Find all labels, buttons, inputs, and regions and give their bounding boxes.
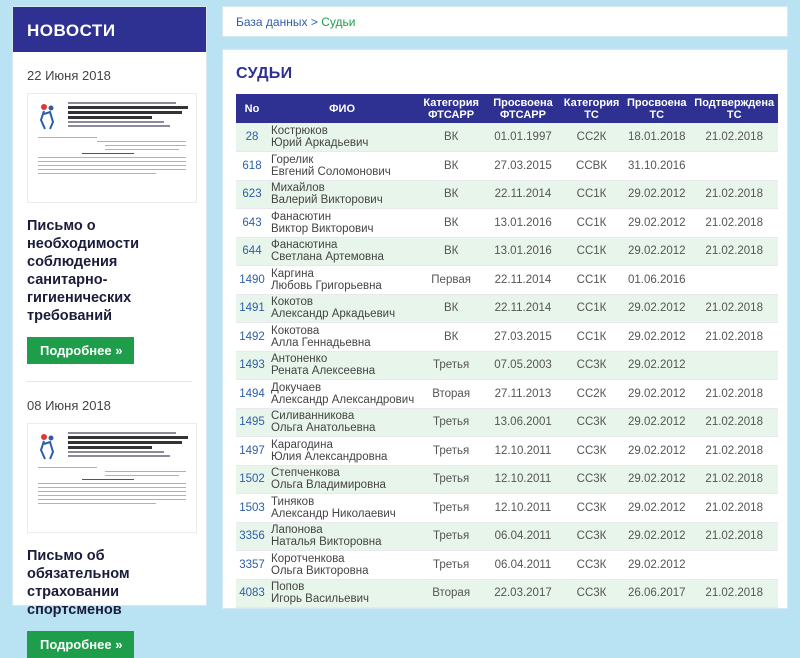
news-date: 08 Июня 2018 — [27, 398, 111, 413]
table-row — [236, 123, 778, 152]
category-ftsarr: Вторая — [416, 579, 486, 608]
category-ts: СС2К — [560, 380, 623, 409]
confirmed-ts: 21.02.2018 — [690, 237, 778, 266]
assigned-ts: 29.02.2012 — [623, 209, 690, 238]
judge-name[interactable] — [268, 180, 416, 209]
judge-first-name: Александр Аркадьевич — [271, 308, 396, 321]
judge-first-name: Алла Геннадьевна — [271, 336, 371, 349]
table-row — [236, 551, 778, 580]
header-assigned-ftsarr: Просвоена ФТСАРР — [486, 94, 560, 123]
confirmed-ts: 21.02.2018 — [690, 323, 778, 352]
table-row — [236, 579, 778, 608]
sidebar-title: НОВОСТИ — [13, 7, 206, 52]
assigned-ts: 29.02.2012 — [623, 351, 690, 380]
judge-last-name: Кострюков — [271, 125, 328, 137]
table-row — [236, 237, 778, 266]
assigned-ftsarr: 13.01.2016 — [486, 237, 560, 266]
judge-first-name: Светлана Артемовна — [271, 251, 384, 264]
assigned-ftsarr: 12.10.2011 — [486, 465, 560, 494]
category-ftsarr: ВК — [416, 323, 486, 352]
assigned-ts: 26.06.2017 — [623, 579, 690, 608]
judge-first-name: Александр Николаевич — [271, 507, 396, 520]
judge-id-link[interactable]: 3356 — [236, 522, 268, 551]
table-row — [236, 209, 778, 238]
judge-last-name: Михайлов — [271, 182, 325, 195]
confirmed-ts: 21.02.2018 — [690, 380, 778, 409]
header-assigned-ts: Просвоена ТС — [623, 94, 690, 123]
table-row — [236, 494, 778, 523]
assigned-ts: 18.01.2018 — [623, 123, 690, 152]
judge-last-name: Кокотова — [271, 324, 320, 337]
judge-first-name: Ольга Анатольевна — [271, 422, 376, 435]
judge-first-name: Валерий Викторович — [271, 194, 383, 207]
judge-last-name: Тиняков — [271, 495, 315, 508]
judge-name[interactable] — [268, 323, 416, 352]
category-ftsarr: ВК — [416, 123, 486, 152]
assigned-ftsarr: 07.05.2003 — [486, 351, 560, 380]
category-ts: СС3К — [560, 494, 623, 523]
confirmed-ts: 21.02.2018 — [690, 123, 778, 152]
category-ts: СС1К — [560, 323, 623, 352]
judge-last-name: Силиванникова — [271, 410, 355, 423]
news-date: 22 Июня 2018 — [27, 68, 111, 83]
table-row — [236, 380, 778, 409]
judge-last-name: Кокотов — [271, 296, 314, 309]
divider — [27, 381, 192, 382]
assigned-ftsarr: 13.06.2001 — [486, 408, 560, 437]
assigned-ts: 29.02.2012 — [623, 323, 690, 352]
confirmed-ts: 21.02.2018 — [690, 437, 778, 466]
breadcrumb-link-database[interactable]: База данных — [236, 15, 308, 29]
table-row — [236, 437, 778, 466]
judge-id-link[interactable]: 1490 — [236, 266, 268, 295]
news-thumbnail[interactable] — [27, 423, 197, 533]
judge-name[interactable] — [268, 437, 416, 466]
assigned-ftsarr: 27.03.2015 — [486, 323, 560, 352]
table-row — [236, 522, 778, 551]
category-ts: СС3К — [560, 579, 623, 608]
table-row — [236, 351, 778, 380]
category-ftsarr: Третья — [416, 408, 486, 437]
assigned-ftsarr: 06.04.2011 — [486, 551, 560, 580]
judge-name[interactable] — [268, 152, 416, 181]
assigned-ftsarr: 12.10.2011 — [486, 437, 560, 466]
judge-name[interactable] — [268, 494, 416, 523]
judge-id-link[interactable]: 1497 — [236, 437, 268, 466]
judge-name[interactable] — [268, 408, 416, 437]
category-ftsarr: Третья — [416, 465, 486, 494]
judge-id-link[interactable]: 4083 — [236, 579, 268, 608]
judge-first-name: Игорь Васильевич — [271, 593, 370, 606]
header-no: No — [236, 94, 268, 123]
main-panel — [222, 49, 788, 609]
judge-last-name: Докучаев — [271, 381, 322, 394]
confirmed-ts — [690, 266, 778, 295]
assigned-ts: 29.02.2012 — [623, 465, 690, 494]
category-ftsarr: ВК — [416, 294, 486, 323]
assigned-ts: 01.06.2016 — [623, 266, 690, 295]
judge-name[interactable] — [268, 266, 416, 295]
assigned-ts: 29.02.2012 — [623, 294, 690, 323]
category-ftsarr: Третья — [416, 522, 486, 551]
judge-id-link[interactable]: 1492 — [236, 323, 268, 352]
category-ftsarr: Третья — [416, 494, 486, 523]
confirmed-ts: 21.02.2018 — [690, 294, 778, 323]
assigned-ts: 29.02.2012 — [623, 180, 690, 209]
judge-last-name: Антоненко — [271, 353, 328, 366]
page-title: СУДЬИ — [236, 65, 293, 82]
category-ftsarr: ВК — [416, 237, 486, 266]
table-row — [236, 465, 778, 494]
confirmed-ts — [690, 152, 778, 181]
judge-name[interactable] — [268, 237, 416, 266]
breadcrumb — [222, 6, 788, 37]
judge-name[interactable] — [268, 465, 416, 494]
confirmed-ts: 21.02.2018 — [690, 465, 778, 494]
news-item — [13, 398, 206, 658]
table-row — [236, 323, 778, 352]
header-cat-ts: Категория ТС — [560, 94, 623, 123]
category-ts: ССВК — [560, 152, 623, 181]
assigned-ftsarr: 13.01.2016 — [486, 209, 560, 238]
category-ts: СС3К — [560, 551, 623, 580]
judge-first-name: Ольга Викторовна — [271, 564, 369, 577]
table-row — [236, 180, 778, 209]
confirmed-ts: 21.02.2018 — [690, 180, 778, 209]
assigned-ts: 29.02.2012 — [623, 522, 690, 551]
header-confirmed-ts: Подтверждена ТС — [690, 94, 778, 123]
category-ftsarr: ВК — [416, 180, 486, 209]
judge-name[interactable] — [268, 380, 416, 409]
judges-table — [236, 94, 778, 608]
judge-name[interactable] — [268, 351, 416, 380]
news-sidebar — [12, 6, 207, 652]
assigned-ftsarr: 22.03.2017 — [486, 579, 560, 608]
assigned-ts: 29.02.2012 — [623, 551, 690, 580]
table-row — [236, 408, 778, 437]
assigned-ftsarr: 27.11.2013 — [486, 380, 560, 409]
breadcrumb-separator: > — [310, 15, 318, 29]
judge-id-link[interactable]: 1503 — [236, 494, 268, 523]
judge-id-link[interactable]: 618 — [236, 152, 268, 181]
judge-first-name: Юрий Аркадьевич — [271, 137, 369, 149]
judge-name[interactable] — [268, 522, 416, 551]
category-ts: СС3К — [560, 408, 623, 437]
category-ts: СС1К — [560, 237, 623, 266]
category-ts: СС1К — [560, 266, 623, 295]
judge-id-link[interactable]: 3357 — [236, 551, 268, 580]
assigned-ftsarr: 12.10.2011 — [486, 494, 560, 523]
judge-first-name: Виктор Викторович — [271, 222, 374, 235]
judge-name[interactable] — [268, 551, 416, 580]
category-ts: СС1К — [560, 180, 623, 209]
table-header-row — [236, 94, 778, 123]
category-ts: СС3К — [560, 522, 623, 551]
judge-first-name: Ольга Владимировна — [271, 479, 386, 492]
judge-first-name: Александр Александрович — [271, 393, 415, 406]
assigned-ftsarr: 22.11.2014 — [486, 294, 560, 323]
category-ftsarr: Третья — [416, 351, 486, 380]
confirmed-ts: 21.02.2018 — [690, 209, 778, 238]
category-ts: СС1К — [560, 209, 623, 238]
judge-last-name: Фанасютина — [271, 239, 338, 252]
more-button[interactable]: Подробнее » — [27, 337, 134, 364]
judge-id-link[interactable]: 643 — [236, 209, 268, 238]
judge-id-link[interactable]: 1493 — [236, 351, 268, 380]
confirmed-ts — [690, 551, 778, 580]
judge-name[interactable] — [268, 579, 416, 608]
logo-icon — [36, 432, 58, 460]
category-ftsarr: Третья — [416, 437, 486, 466]
confirmed-ts — [690, 351, 778, 380]
confirmed-ts: 21.02.2018 — [690, 522, 778, 551]
assigned-ts: 29.02.2012 — [623, 380, 690, 409]
judge-first-name: Любовь Григорьевна — [271, 279, 382, 292]
table-row — [236, 266, 778, 295]
category-ftsarr: ВК — [416, 209, 486, 238]
confirmed-ts: 21.02.2018 — [690, 579, 778, 608]
assigned-ts: 29.02.2012 — [623, 437, 690, 466]
news-item — [13, 68, 206, 364]
confirmed-ts: 21.02.2018 — [690, 408, 778, 437]
category-ts: СС3К — [560, 437, 623, 466]
judge-last-name: Лапонова — [271, 524, 323, 537]
judge-last-name: Степченкова — [271, 467, 340, 480]
judge-id-link[interactable]: 623 — [236, 180, 268, 209]
judge-id-link[interactable]: 1495 — [236, 408, 268, 437]
news-title[interactable]: Письмо о необходимости соблюдения санитарно-гигиенических требований — [27, 218, 140, 324]
header-cat-ftsarr: Категория ФТСАРР — [416, 94, 486, 123]
judge-first-name: Наталья Викторовна — [271, 536, 382, 549]
judge-name[interactable] — [268, 209, 416, 238]
judge-last-name: Коротченкова — [271, 552, 345, 565]
logo-icon — [36, 102, 58, 130]
judge-name[interactable] — [268, 123, 416, 152]
table-row — [236, 294, 778, 323]
category-ftsarr: ВК — [416, 152, 486, 181]
assigned-ftsarr: 01.01.1997 — [486, 123, 560, 152]
category-ts: СС3К — [560, 465, 623, 494]
confirmed-ts: 21.02.2018 — [690, 494, 778, 523]
assigned-ts: 29.02.2012 — [623, 237, 690, 266]
header-fio: ФИО — [268, 94, 416, 123]
assigned-ts: 29.02.2012 — [623, 408, 690, 437]
judge-last-name: Каргина — [271, 267, 314, 280]
category-ftsarr: Первая — [416, 266, 486, 295]
judge-first-name: Юлия Александровна — [271, 450, 388, 463]
judge-first-name: Евгений Соломонович — [271, 165, 391, 178]
judge-first-name: Рената Алексеевна — [271, 365, 376, 378]
breadcrumb-current: Судьи — [321, 15, 356, 29]
judge-id-link[interactable]: 1502 — [236, 465, 268, 494]
assigned-ftsarr: 22.11.2014 — [486, 266, 560, 295]
judge-id-link[interactable]: 1494 — [236, 380, 268, 409]
category-ts: СС3К — [560, 351, 623, 380]
category-ts: СС2К — [560, 123, 623, 152]
news-title[interactable]: Письмо об обязательном страховании спортсменов — [27, 548, 130, 618]
assigned-ftsarr: 06.04.2011 — [486, 522, 560, 551]
table-row — [236, 152, 778, 181]
category-ftsarr: Третья — [416, 551, 486, 580]
more-button[interactable]: Подробнее » — [27, 631, 134, 658]
assigned-ts: 31.10.2016 — [623, 152, 690, 181]
assigned-ts: 29.02.2012 — [623, 494, 690, 523]
category-ftsarr: Вторая — [416, 380, 486, 409]
judge-name[interactable] — [268, 294, 416, 323]
news-thumbnail[interactable] — [27, 93, 197, 203]
assigned-ftsarr: 22.11.2014 — [486, 180, 560, 209]
judge-last-name: Попов — [271, 581, 305, 594]
judge-last-name: Карагодина — [271, 438, 333, 451]
judge-id-link[interactable]: 28 — [236, 123, 268, 152]
category-ts: СС1К — [560, 294, 623, 323]
judge-id-link[interactable]: 1491 — [236, 294, 268, 323]
judge-last-name: Горелик — [271, 153, 314, 166]
judge-id-link[interactable]: 644 — [236, 237, 268, 266]
judge-last-name: Фанасютин — [271, 210, 332, 223]
assigned-ftsarr: 27.03.2015 — [486, 152, 560, 181]
